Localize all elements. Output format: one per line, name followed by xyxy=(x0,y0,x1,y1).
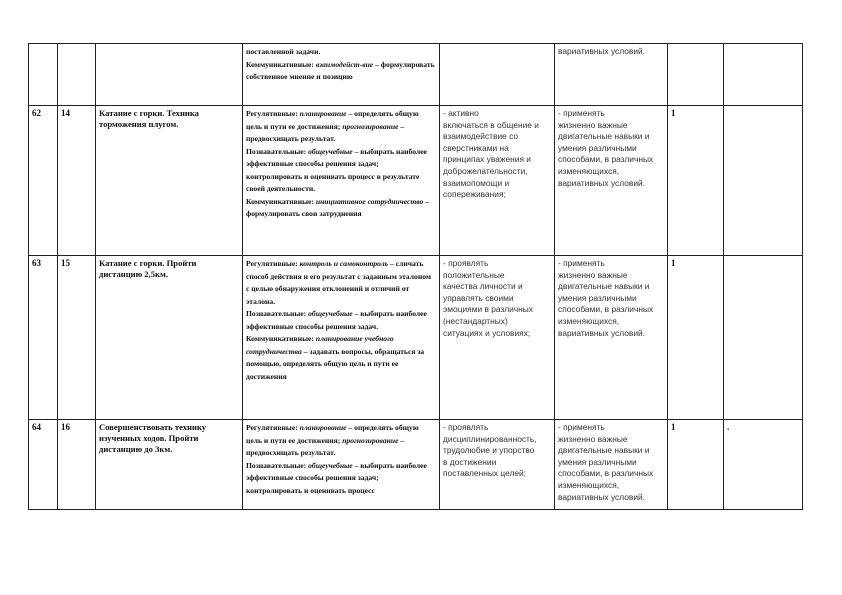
hours-cell xyxy=(668,44,724,106)
meta-results-cell xyxy=(555,44,668,106)
result-line: жизненно важные xyxy=(558,119,628,130)
result-line: в достижении xyxy=(443,456,497,467)
result-line: умения различными xyxy=(558,142,637,153)
extra-cell: . xyxy=(724,420,803,510)
result-line: способами, в различных xyxy=(558,304,654,315)
result-line: (нестандартных) xyxy=(443,315,508,326)
row-number-cell: 62 xyxy=(29,106,58,256)
result-line: - применять xyxy=(558,108,605,118)
lesson-plan-table xyxy=(28,43,803,510)
result-line: принципах уважения и xyxy=(443,154,531,165)
result-line: вариативных условий. xyxy=(558,177,645,188)
meta-results-cell xyxy=(555,420,668,510)
result-line: - применять xyxy=(558,258,605,268)
lesson-number-cell: 15 xyxy=(58,256,96,420)
lesson-number-cell: 16 xyxy=(58,420,96,510)
topic-cell: Совершенствовать технику изученных ходов. Пройти дистанцию до 3км. xyxy=(96,420,243,510)
topic-cell xyxy=(96,44,243,106)
table-row xyxy=(29,420,803,510)
result-line: взаимопомощи и xyxy=(443,177,510,188)
hours-cell: 1 xyxy=(668,420,724,510)
result-line: взаимодействие со xyxy=(443,131,519,142)
extra-cell xyxy=(724,106,803,256)
result-line: сверстниками на xyxy=(443,142,509,153)
result-line: умения различными xyxy=(558,456,637,467)
result-line: трудолюбие и упорство xyxy=(443,445,535,456)
hours-cell: 1 xyxy=(668,256,724,420)
topic-cell: Катание с горки. Пройти дистанцию 2,5км. xyxy=(96,256,243,420)
result-line: поставленных целей; xyxy=(443,468,526,479)
extra-cell xyxy=(724,44,803,106)
result-line: жизненно важные xyxy=(558,433,628,444)
result-line: управлять своими xyxy=(443,292,514,303)
extra-cell xyxy=(724,256,803,420)
result-line: - применять xyxy=(558,422,605,432)
result-line: доброжелательности, xyxy=(443,165,528,176)
result-line: изменяющихся, xyxy=(558,165,620,176)
personal-results-cell xyxy=(440,44,555,106)
row-number-cell: 63 xyxy=(29,256,58,420)
table-row xyxy=(29,256,803,420)
personal-results-cell xyxy=(440,256,555,420)
table-row xyxy=(29,44,803,106)
result-line: способами, в различных xyxy=(558,468,654,479)
uud-cell: Регулятивные: контроль и самоконтроль – сличать способ действия и его результат с заданным эталоном с целью обнаружения отклонений и отличий от эталона. Познавательные: общеучебные – выбирать наиболее эффективные способы решения задач. Коммуникативные: планирование учебного сотрудничества – задавать вопросы, обращаться за помощью, определять общую цель и пути ее достижения xyxy=(243,256,440,420)
result-line: эмоциями в различных xyxy=(443,304,533,315)
meta-results-cell xyxy=(555,256,668,420)
result-line: способами, в различных xyxy=(558,154,654,165)
row-number-cell xyxy=(29,44,58,106)
result-line: сопереживания; xyxy=(443,189,506,200)
result-line: вариативных условий. xyxy=(558,491,645,502)
personal-results-cell xyxy=(440,420,555,510)
uud-cell: поставленной задачи. Коммуникативные: взаимодейст-вие – формулировать собственное мнение и позицию xyxy=(243,44,440,106)
result-line: умения различными xyxy=(558,292,637,303)
result-line: - проявлять xyxy=(443,422,489,432)
result-line: положительные xyxy=(443,269,505,280)
result-line: ситуациях и условиях; xyxy=(443,327,531,338)
uud-cell: Регулятивные: планирование – определять общую цель и пути ее достижения; прогнозирование – предвосхищать результат. Познавательные: общеучебные – выбирать наиболее эффективные способы решения задач; контролировать и оценивать процесс xyxy=(243,420,440,510)
result-line: изменяющихся, xyxy=(558,479,620,490)
result-line: двигательные навыки и xyxy=(558,445,650,456)
uud-cell: Регулятивные: планирование – определять общую цель и пути ее достижения; прогнозирование – предвосхищать результат. Познавательные: общеучебные – выбирать наиболее эффективные способы решения задач; контролировать и оценивать процесс в результате своей деятельности. Коммуникативные: инициативное сотрудничество – формулировать свои затруднения xyxy=(243,106,440,256)
lesson-number-cell xyxy=(58,44,96,106)
result-line: - активно xyxy=(443,108,479,118)
personal-results-cell xyxy=(440,106,555,256)
result-line: вариативных условий. xyxy=(558,327,645,338)
lesson-number-cell: 14 xyxy=(58,106,96,256)
result-line: дисциплинированность, xyxy=(443,433,537,444)
table-body xyxy=(29,44,803,510)
row-number-cell: 64 xyxy=(29,420,58,510)
result-line: изменяющихся, xyxy=(558,315,620,326)
result-line: качества личности и xyxy=(443,281,523,292)
topic-cell: Катание с горки. Техника торможения плугом. xyxy=(96,106,243,256)
result-line: включаться в общение и xyxy=(443,119,539,130)
result-line: вариативных условий. xyxy=(558,46,645,56)
table-row xyxy=(29,106,803,256)
result-line: жизненно важные xyxy=(558,269,628,280)
meta-results-cell xyxy=(555,106,668,256)
result-line: - проявлять xyxy=(443,258,489,268)
result-line: двигательные навыки и xyxy=(558,281,650,292)
result-line: двигательные навыки и xyxy=(558,131,650,142)
hours-cell: 1 xyxy=(668,106,724,256)
